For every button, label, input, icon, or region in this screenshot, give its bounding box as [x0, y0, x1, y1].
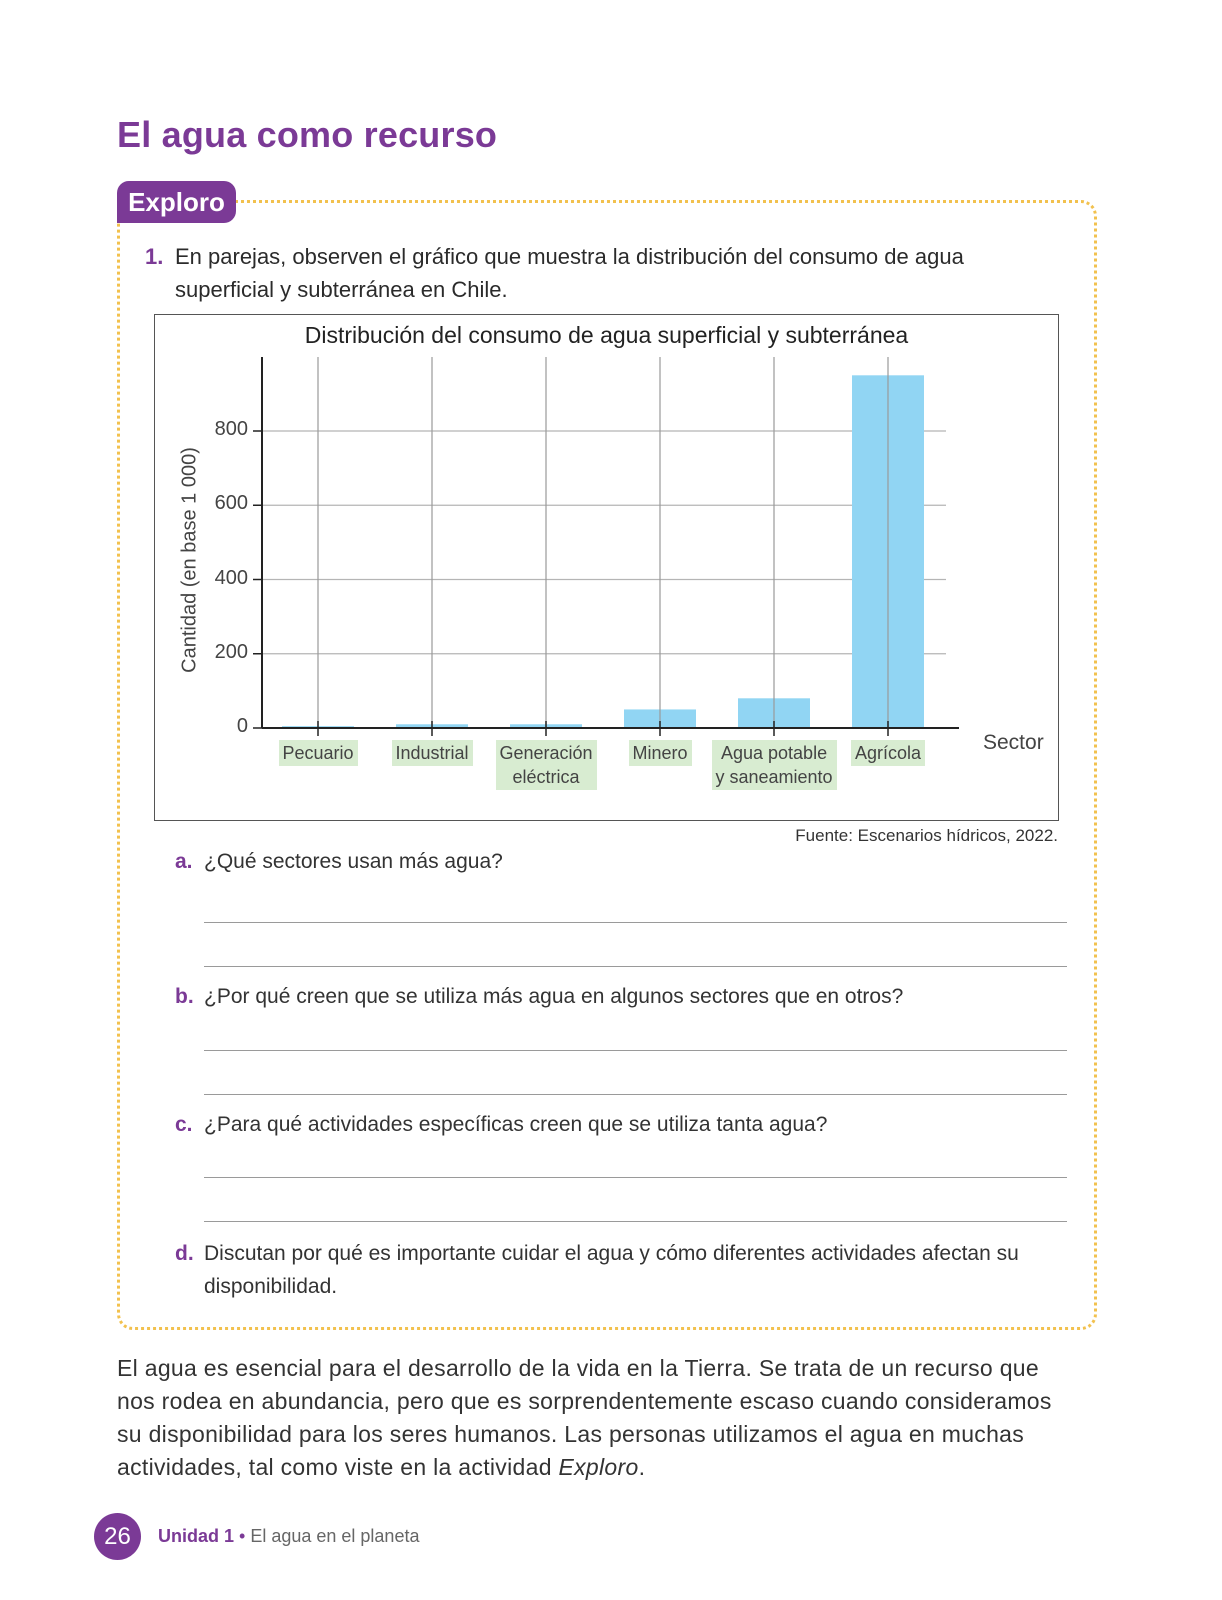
subquestion-text: ¿Por qué creen que se utiliza más agua en algunos sectores que en otros? [204, 985, 904, 1008]
category-label [392, 740, 473, 766]
subquestion-letter: d. [175, 1242, 194, 1265]
subquestion-text: ¿Para qué actividades específicas creen que se utiliza tanta agua? [204, 1113, 828, 1136]
x-axis-label: Sector [983, 731, 1044, 754]
category-label-line: eléctrica [512, 767, 580, 787]
subquestion-text: ¿Qué sectores usan más agua? [204, 850, 503, 873]
category-label-line: Generación [499, 743, 593, 763]
footer-unit: Unidad 1 [158, 1526, 235, 1546]
category-label-line: Agrícola [855, 743, 922, 763]
answer-line[interactable] [204, 922, 1067, 923]
category-label-line: Minero [632, 743, 688, 763]
page-title: El agua como recurso [117, 114, 498, 155]
answer-line[interactable] [204, 966, 1067, 967]
category-label [496, 740, 597, 790]
body-text: El agua es esencial para el desarrollo de la vida en la Tierra. Se trata de un recurso que nos rodea en abundancia, pero que es sorprendentemente escaso cuando consideramos su disponibilidad para los seres humanos. Las personas utilizamos el agua en muchas actividades, tal como viste en la actividad [117, 1355, 1052, 1480]
category-label-line: y saneamiento [715, 767, 833, 787]
category-label [279, 740, 358, 766]
answer-line[interactable] [204, 1221, 1067, 1222]
answer-line[interactable] [204, 1177, 1067, 1178]
y-tick-label: 400 [214, 566, 248, 589]
subquestion-text: Discutan por qué es importante cuidar el agua y cómo diferentes actividades afectan su disponibilidad. [204, 1242, 1019, 1298]
page-number: 26 [94, 1513, 141, 1560]
body-emphasis: Exploro [558, 1454, 639, 1480]
question-text: En parejas, observen el gráfico que muestra la distribución del consumo de agua superficial y subterránea en Chile. [175, 244, 964, 302]
footer-unit-title [158, 1526, 419, 1547]
category-label-line: Pecuario [282, 743, 354, 763]
category-label [851, 740, 925, 766]
y-axis-label: Cantidad (en base 1 000) [178, 447, 201, 673]
category-label-line: Industrial [395, 743, 469, 763]
category-label [712, 740, 837, 790]
subquestion-letter: b. [175, 985, 194, 1008]
y-tick-label: 600 [214, 492, 248, 515]
subquestion-letter: c. [175, 1113, 193, 1136]
body-paragraph [117, 1352, 1067, 1484]
category-label [629, 740, 692, 766]
footer-title: El agua en el planeta [250, 1526, 420, 1546]
footer-separator: • [234, 1526, 251, 1546]
answer-line[interactable] [204, 1094, 1067, 1095]
y-tick-label: 0 [236, 715, 248, 737]
chart-title: Distribución del consumo de agua superficial y subterránea [304, 322, 909, 348]
subquestion-letter: a. [175, 850, 193, 873]
answer-line[interactable] [204, 1050, 1067, 1051]
question-number: 1. [145, 244, 164, 269]
y-tick-label: 800 [214, 418, 248, 440]
body-text-end: . [638, 1454, 646, 1480]
section-tab-exploro: Exploro [117, 181, 236, 223]
category-label-line: Agua potable [720, 743, 828, 763]
y-tick-label: 200 [214, 640, 248, 663]
chart-source: Fuente: Escenarios hídricos, 2022. [795, 826, 1058, 845]
